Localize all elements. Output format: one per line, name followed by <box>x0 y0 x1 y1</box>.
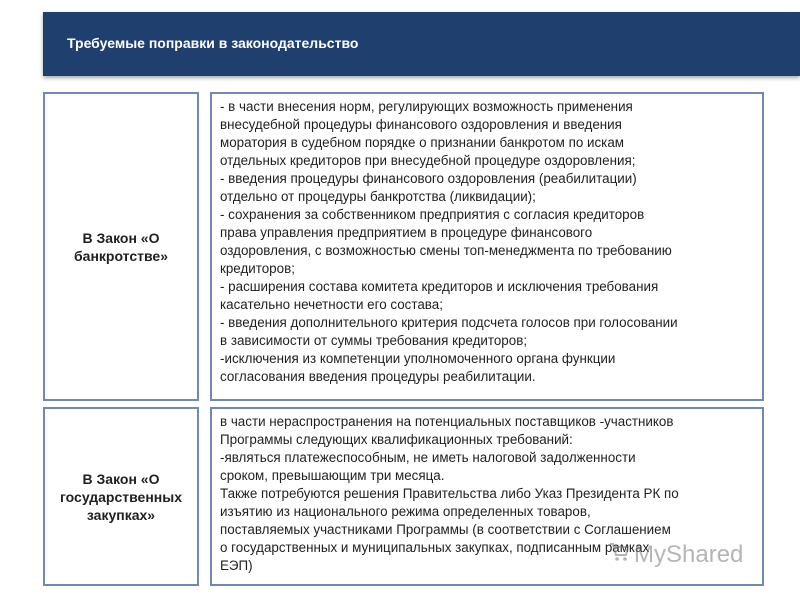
content-line: касательно нечетности его состава; <box>220 297 443 312</box>
cart-icon <box>608 540 634 569</box>
content-line: - расширения состава комитета кредиторов и исключения требования <box>220 279 659 294</box>
content-line: изъятию из национального режима определенных товаров, <box>220 504 591 519</box>
content-line: -исключения из компетенции уполномоченного органа функции <box>220 351 616 366</box>
content-line: ЕЭП) <box>220 558 253 573</box>
content-line: права управления предприятием в процедуре финансового <box>220 225 593 240</box>
content-line: - в части внесения норм, регулирующих возможность применения <box>220 99 633 114</box>
section-label-text: В Закон «О государственных закупках» <box>60 470 182 523</box>
content-line: оздоровления, с возможностью смены топ-менеджмента по требованию <box>220 243 672 258</box>
section-content-bankruptcy <box>210 92 764 401</box>
section-label-text: В Закон «О банкротстве» <box>74 229 168 264</box>
content-line: - сохранения за собственником предприятия с согласия кредиторов <box>220 207 645 222</box>
content-line: - введения процедуры финансового оздоровления (реабилитации) <box>220 171 637 186</box>
content-line: о государственных и муниципальных закупках, подписанным рамках <box>220 540 650 555</box>
page-title: Требуемые поправки в законодательство <box>67 35 359 51</box>
watermark-text: MyShared <box>634 540 744 568</box>
content-line: Программы следующих квалификационных требований: <box>220 432 573 447</box>
content-line: согласования введения процедуры реабилитации. <box>220 369 536 384</box>
content-line: отдельно от процедуры банкротства (ликвидации); <box>220 189 536 204</box>
content-line: поставляемых участниками Программы (в соответствии с Соглашением <box>220 522 671 537</box>
content-line: отдельных кредиторов при внесудебной процедуре оздоровления; <box>220 153 636 168</box>
content-line: -являться платежеспособным, не иметь налоговой задолженности <box>220 450 636 465</box>
content-line: моратория в судебном порядке о признании банкротом по искам <box>220 135 624 150</box>
section-label-procurement <box>43 407 199 586</box>
content-line: в зависимости от суммы требования кредиторов; <box>220 333 528 348</box>
content-line: кредиторов; <box>220 261 295 276</box>
title-bar <box>43 12 800 76</box>
watermark <box>608 540 743 569</box>
content-line: внесудебной процедуры финансового оздоровления и введения <box>220 117 622 132</box>
content-line: Также потребуются решения Правительства либо Указ Президента РК по <box>220 486 679 501</box>
content-line: в части нераспространения на потенциальных поставщиков -участников <box>220 414 674 429</box>
section-label-bankruptcy <box>43 92 199 401</box>
content-line: - введения дополнительного критерия подсчета голосов при голосовании <box>220 315 678 330</box>
content-line: сроком, превышающим три месяца. <box>220 468 445 483</box>
